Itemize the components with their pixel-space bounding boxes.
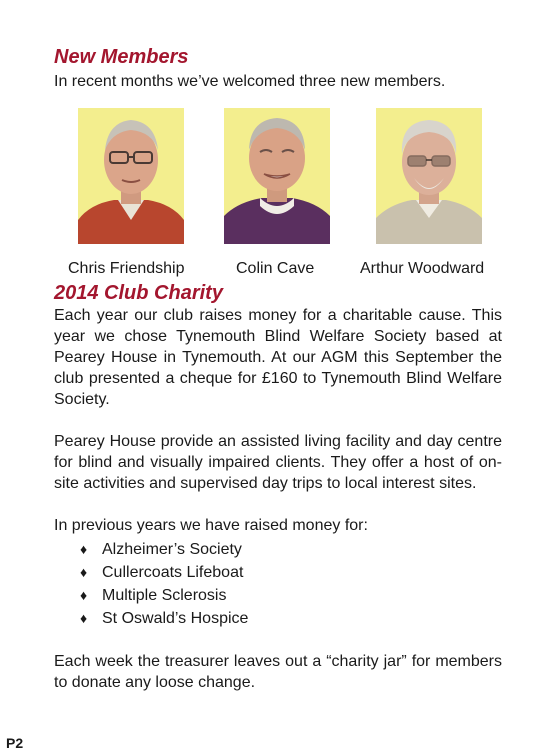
- club-charity-section: [54, 281, 502, 693]
- portrait-image: [78, 108, 184, 244]
- list-item: [80, 561, 502, 584]
- member-photo-colin-cave: [224, 108, 330, 244]
- page-number: P2: [6, 735, 24, 751]
- club-charity-heading: 2014 Club Charity: [54, 282, 223, 304]
- previous-charities-list: [54, 538, 502, 630]
- new-members-heading: New Members: [54, 46, 189, 68]
- diamond-bullet-icon: ♦: [80, 587, 88, 603]
- new-members-intro: In recent months we’ve welcomed three new members.: [54, 73, 446, 90]
- list-item: [80, 538, 502, 561]
- list-item: [80, 584, 502, 607]
- list-item-label: Cullercoats Lifeboat: [102, 564, 244, 581]
- portrait-image: [376, 108, 482, 244]
- charity-paragraph: Pearey House provide an assisted living facility and day centre for blind and visually impaired clients. They offer a host of on-site activities and supervised day trips to local interest sites.: [54, 433, 502, 492]
- list-item-label: St Oswald’s Hospice: [102, 610, 249, 627]
- member-name: Chris Friendship: [68, 260, 185, 277]
- member-name: Colin Cave: [236, 260, 315, 277]
- diamond-bullet-icon: ♦: [80, 564, 88, 580]
- previous-charities-intro: In previous years we have raised money for:: [54, 517, 368, 534]
- member-photo-arthur-woodward: [376, 108, 482, 244]
- diamond-bullet-icon: ♦: [80, 610, 88, 626]
- member-photos: [54, 108, 502, 277]
- portrait-image: [224, 108, 330, 244]
- charity-paragraph: Each year our club raises money for a charitable cause. This year we chose Tynemouth Blind Welfare Society based at Pearey House in Tynemouth. At our AGM this September the club presented a cheque for £160 to Tynemouth Blind Welfare Society.: [54, 307, 502, 408]
- list-item-label: Multiple Sclerosis: [102, 587, 227, 604]
- page-content: [54, 45, 502, 693]
- diamond-bullet-icon: ♦: [80, 541, 88, 557]
- member-photo-chris-friendship: [78, 108, 184, 244]
- list-item: [80, 607, 502, 630]
- list-item-label: Alzheimer’s Society: [102, 541, 242, 558]
- member-name: Arthur Woodward: [360, 260, 485, 277]
- charity-paragraph: Each week the treasurer leaves out a “charity jar” for members to donate any loose change.: [54, 653, 502, 691]
